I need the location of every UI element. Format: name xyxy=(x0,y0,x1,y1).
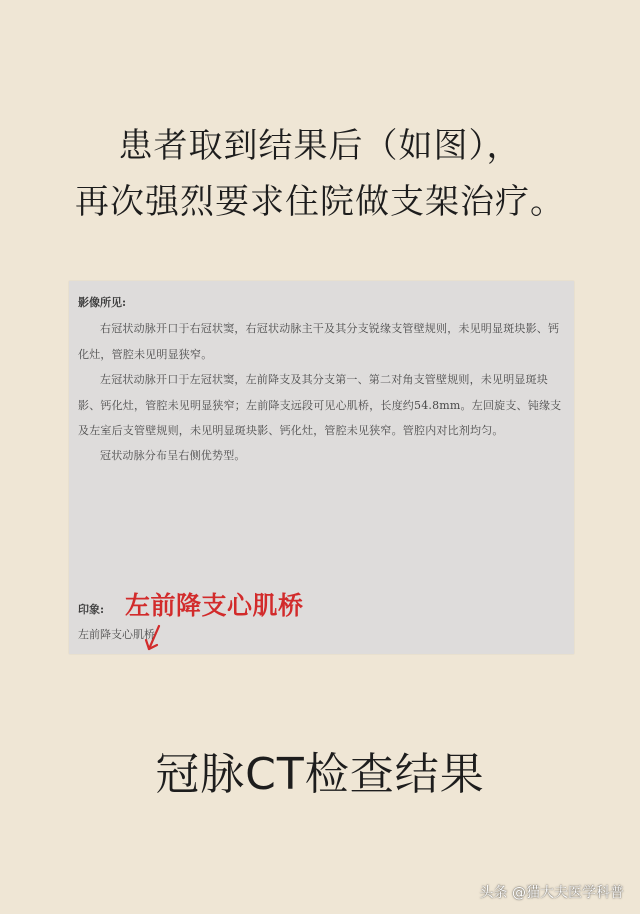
findings-paragraph-dominance: 冠状动脉分布呈右侧优势型。 xyxy=(100,449,246,462)
findings-paragraph-right-coronary: 右冠状动脉开口于右冠状窦，右冠状动脉主干及其分支锐缘支管壁规则，未见明显斑块影、钙化灶，管腔未见明显狭窄。 xyxy=(78,322,560,361)
ct-report-image xyxy=(69,281,574,654)
image-caption: 冠脉CT检查结果 xyxy=(155,749,485,800)
red-annotation-callout: 左前降支心肌桥 xyxy=(125,591,304,620)
findings-heading: 影像所见: xyxy=(78,296,127,309)
findings-paragraph-left-coronary: 左冠状动脉开口于左冠状窦，左前降支及其分支第一、第二对角支管壁规则，未见明显斑块影、钙化灶，管腔未见明显狭窄；左前降支远段可见心肌桥，长度约54.8mm。左回旋支、钝缘支及左室后支管壁规则，未见明显斑块影、钙化灶，管腔未见狭窄。管腔内对比剂均匀。 xyxy=(78,373,562,437)
headline xyxy=(0,118,640,230)
impression-heading: 印象: xyxy=(78,603,105,616)
impression-text: 左前降支心肌桥 xyxy=(78,628,155,641)
headline-line-1: 患者取到结果后（如图）， xyxy=(118,126,522,166)
watermark: 头条 @猫大夫医学科普 xyxy=(479,885,624,901)
headline-line-2: 再次强烈要求住院做支架治疗。 xyxy=(75,182,565,222)
